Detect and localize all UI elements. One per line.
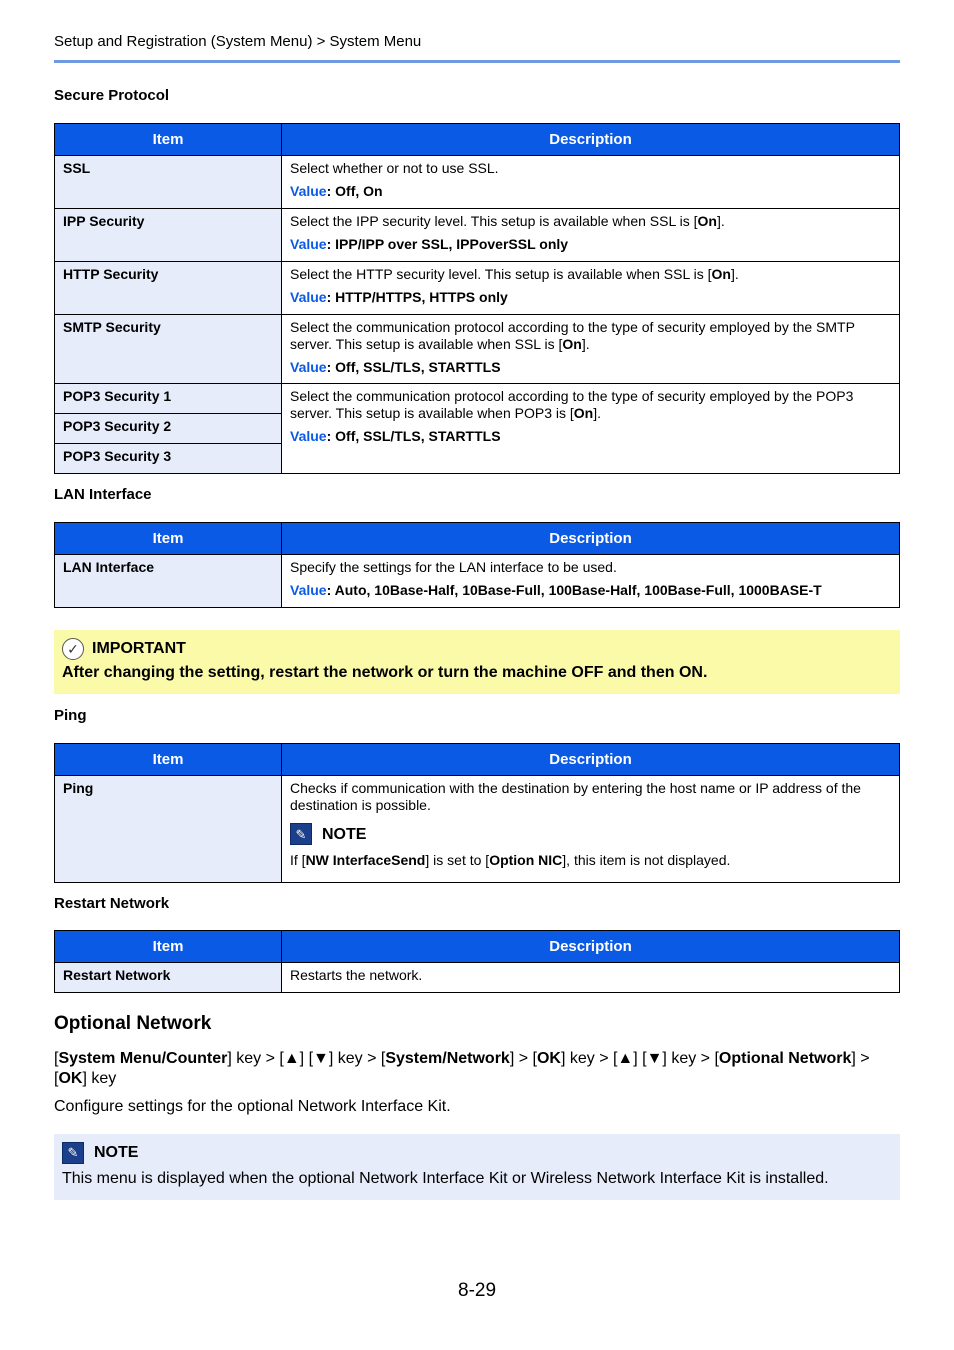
kp-text: ] key > [▲] [▼] key > [ [560, 1050, 719, 1067]
value-line [290, 236, 891, 253]
row-description [282, 209, 900, 262]
kp-text: [ [54, 1050, 59, 1067]
value-text: : IPP/IPP over SSL, IPPoverSSL only [326, 236, 569, 252]
page-number: 8-29 [458, 1280, 497, 1301]
row-item-smtp-security: SMTP Security [55, 315, 282, 384]
kp-text: ] key > [▲] [▼] key > [ [227, 1050, 386, 1067]
description-text: Select whether or not to use SSL. [290, 160, 499, 176]
restart-network-title: Restart Network [54, 895, 170, 912]
optional-network-title: Optional Network [54, 1013, 212, 1034]
description-text [290, 266, 891, 283]
description-text [290, 388, 891, 422]
table-row [55, 555, 900, 608]
table-header-row [55, 124, 900, 156]
kp-key-ok: OK [58, 1070, 83, 1087]
desc-pre: Select the communication protocol according to the type of security employed by the POP3 server. This setup is available when POP3 is [ [290, 388, 854, 421]
secure-protocol-title: Secure Protocol [54, 87, 170, 104]
desc-bold: On [562, 336, 582, 352]
value-line [290, 359, 891, 376]
important-label: IMPORTANT [92, 640, 186, 657]
row-description: Restarts the network. [282, 963, 900, 993]
value-label: Value [290, 428, 327, 444]
value-label: Value [290, 289, 327, 305]
table-row [55, 384, 900, 414]
key-path-instructions [54, 1049, 900, 1089]
note-bold-2: Option NIC [489, 852, 563, 868]
lan-interface-table [54, 522, 900, 608]
kp-text: ] key [82, 1070, 117, 1087]
column-header-item: Item [55, 931, 282, 963]
value-label: Value [290, 359, 327, 375]
desc-post: ]. [730, 266, 739, 282]
important-heading [62, 638, 892, 660]
column-header-item: Item [55, 523, 282, 555]
row-item-pop3-security-3: POP3 Security 3 [55, 444, 282, 474]
desc-bold: On [573, 405, 594, 421]
row-item-restart-network: Restart Network [55, 963, 282, 993]
ping-table [54, 743, 900, 883]
note-mid: ] is set to [ [425, 852, 490, 868]
table-row [55, 776, 900, 883]
row-description [282, 555, 900, 608]
value-text: : Off, SSL/TLS, STARTTLS [326, 428, 501, 444]
column-header-description: Description [282, 931, 900, 963]
desc-bold: On [711, 266, 731, 282]
restart-network-table [54, 930, 900, 993]
row-item-ping: Ping [55, 776, 282, 883]
row-item-pop3-security-1: POP3 Security 1 [55, 384, 282, 414]
table-header-row [55, 523, 900, 555]
value-text: : Off, SSL/TLS, STARTTLS [326, 359, 501, 375]
kp-text: ] > [ [54, 1050, 870, 1087]
description-text: Specify the settings for the LAN interface to be used. [290, 559, 617, 575]
value-line [290, 582, 891, 599]
kp-text: ] > [ [509, 1050, 537, 1067]
row-item-lan-interface: LAN Interface [55, 555, 282, 608]
desc-bold: On [697, 213, 717, 229]
kp-key-system-menu: System Menu/Counter [58, 1050, 228, 1067]
row-item-http-security: HTTP Security [55, 262, 282, 315]
note-text [290, 852, 891, 869]
row-description [282, 776, 900, 883]
value-line [290, 428, 891, 445]
column-header-item: Item [55, 744, 282, 776]
note-post: ], this item is not displayed. [562, 852, 731, 868]
desc-pre: Select the IPP security level. This setup is available when SSL is [ [290, 213, 698, 229]
note-callout [54, 1134, 900, 1200]
value-line [290, 183, 891, 200]
description-text [290, 319, 891, 353]
note-icon: ✎ [62, 1142, 84, 1164]
column-header-item: Item [55, 124, 282, 156]
value-label: Value [290, 236, 327, 252]
row-item-pop3-security-2: POP3 Security 2 [55, 414, 282, 444]
note-text: This menu is displayed when the optional Network Interface Kit or Wireless Network Interface Kit is installed. [62, 1170, 829, 1187]
row-item-ssl: SSL [55, 156, 282, 209]
configure-text: Configure settings for the optional Network Interface Kit. [54, 1098, 451, 1115]
important-text: After changing the setting, restart the network or turn the machine OFF and then ON. [62, 664, 708, 681]
lan-interface-title: LAN Interface [54, 486, 152, 503]
secure-protocol-table [54, 123, 900, 474]
row-description [282, 315, 900, 384]
value-label: Value [290, 183, 327, 199]
desc-post: ]. [593, 405, 602, 421]
note-pre: If [ [290, 852, 306, 868]
description-text [290, 213, 891, 230]
note-label: NOTE [94, 1144, 139, 1161]
table-row [55, 315, 900, 384]
table-row [55, 209, 900, 262]
value-text: : Auto, 10Base-Half, 10Base-Full, 100Base-Half, 100Base-Full, 1000BASE-T [326, 582, 822, 598]
column-header-description: Description [282, 124, 900, 156]
value-label: Value [290, 582, 327, 598]
important-callout [54, 630, 900, 694]
row-description [282, 262, 900, 315]
desc-pre: Select the HTTP security level. This setup is available when SSL is [ [290, 266, 712, 282]
row-description-pop3 [282, 384, 900, 474]
desc-post: ]. [581, 336, 590, 352]
value-text: : Off, On [326, 183, 383, 199]
table-row [55, 262, 900, 315]
note-heading [290, 823, 891, 845]
value-text: : HTTP/HTTPS, HTTPS only [326, 289, 508, 305]
table-header-row [55, 931, 900, 963]
row-item-ipp-security: IPP Security [55, 209, 282, 262]
table-row [55, 963, 900, 993]
table-header-row [55, 744, 900, 776]
note-heading [62, 1142, 892, 1164]
checkmark-circle-icon: ✓ [62, 638, 84, 660]
ping-title: Ping [54, 707, 87, 724]
desc-post: ]. [716, 213, 725, 229]
page-header-breadcrumb: Setup and Registration (System Menu) > System Menu [54, 33, 900, 63]
description-text: Checks if communication with the destination by entering the host name or IP address of the destination is possible. [290, 780, 861, 813]
kp-key-ok: OK [536, 1050, 561, 1067]
kp-key-optional-network: Optional Network [718, 1050, 852, 1067]
kp-key-system-network: System/Network [385, 1050, 510, 1067]
desc-pre: Select the communication protocol according to the type of security employed by the SMTP server. This setup is available when SSL is [ [290, 319, 855, 352]
table-row [55, 156, 900, 209]
row-description [282, 156, 900, 209]
note-icon: ✎ [290, 823, 312, 845]
note-label: NOTE [322, 825, 367, 843]
note-bold-1: NW InterfaceSend [305, 852, 426, 868]
value-line [290, 289, 891, 306]
column-header-description: Description [282, 523, 900, 555]
column-header-description: Description [282, 744, 900, 776]
